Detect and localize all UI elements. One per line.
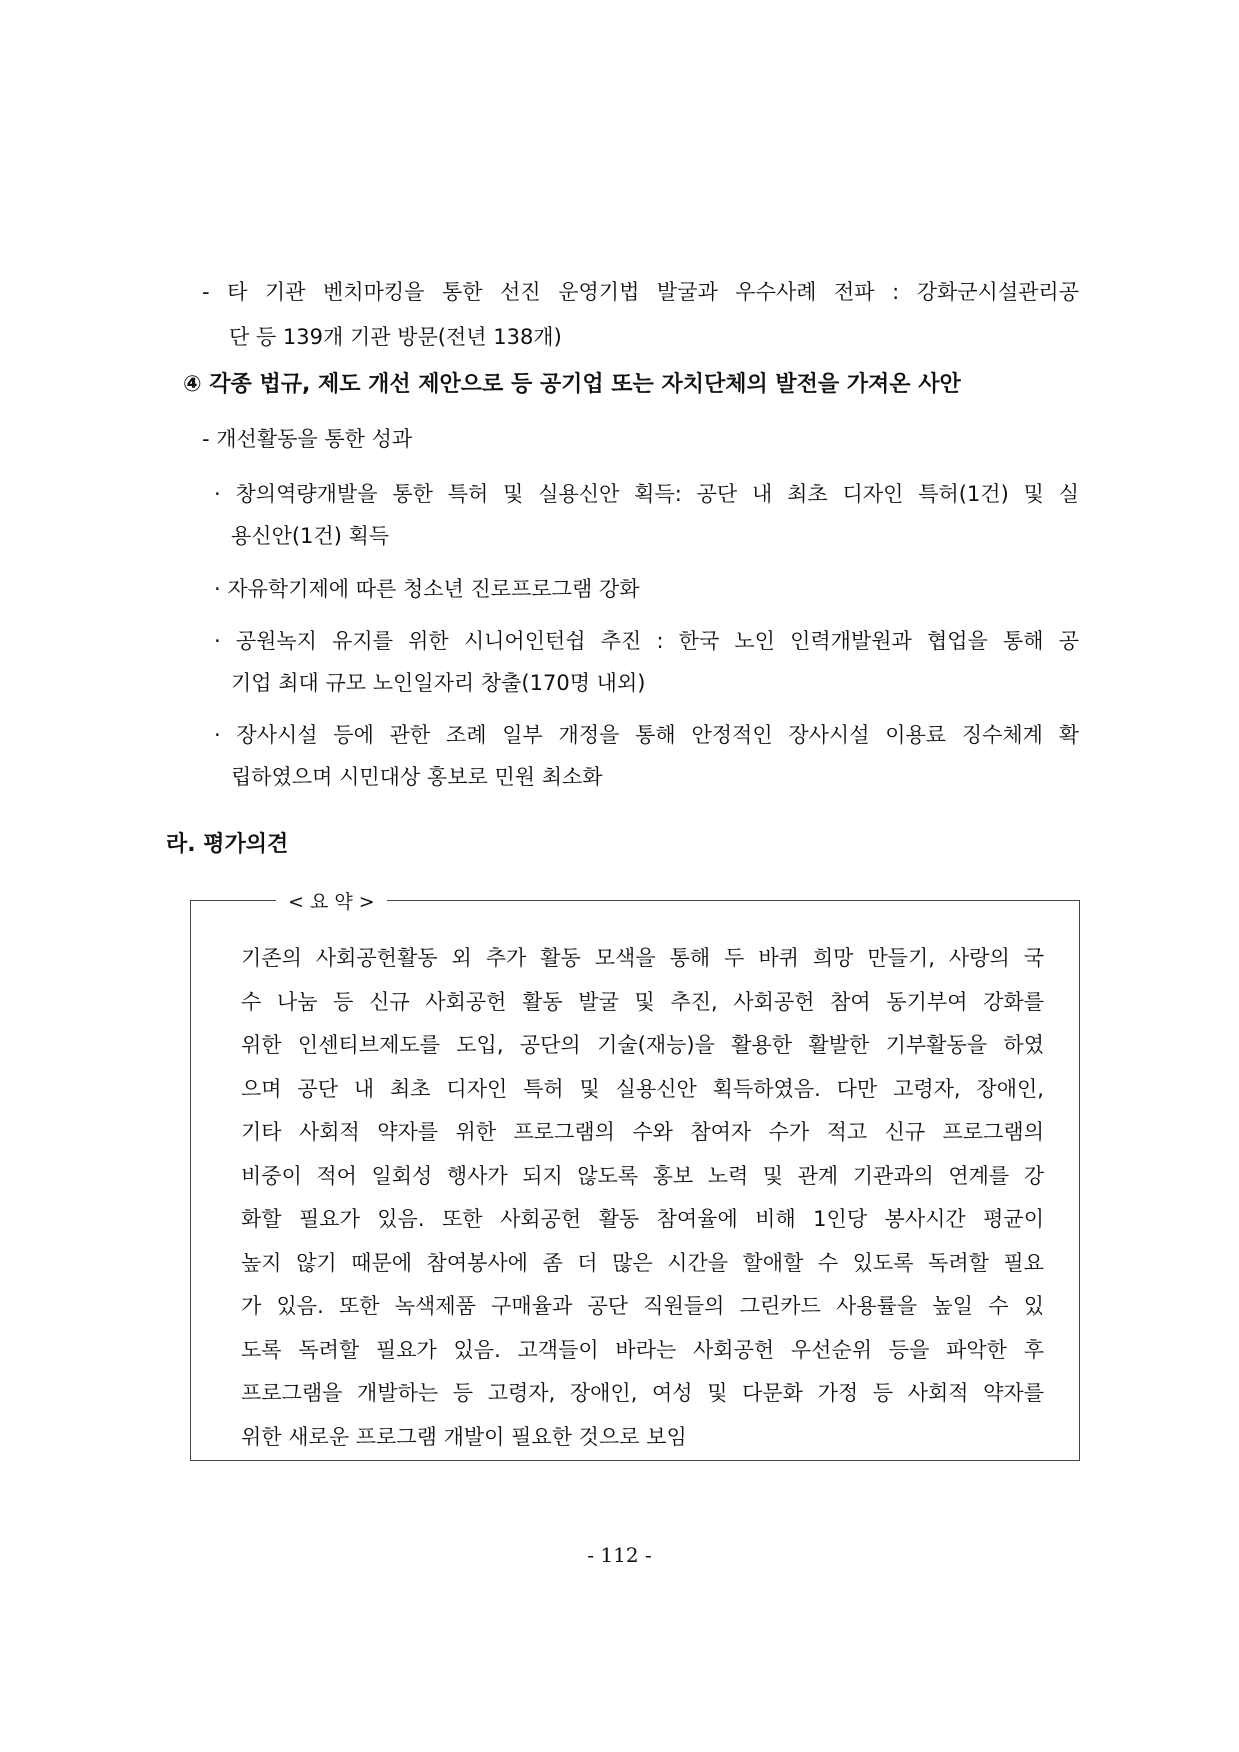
bullet-2-line-1: · 자유학기제에 따른 청소년 진로프로그램 강화 [214, 577, 640, 601]
bullet-4-line-1: · 장사시설 등에 관한 조례 일부 개정을 통해 안정적인 장사시설 이용료 징수체계 확 [214, 723, 1079, 747]
bullet-3-line-1: · 공원녹지 유지를 위한 시니어인턴쉽 추진 : 한국 노인 인력개발원과 협업을 통해 공 [214, 629, 1079, 653]
summary-line: 가 있음. 또한 녹색제품 구매율과 공단 직원들의 그린카드 사용률을 높일 수 있 [241, 1294, 1044, 1318]
bullet-1-line-2: 용신안(1건) 획득 [231, 524, 390, 548]
page-number: - 112 - [587, 1543, 652, 1567]
item4-subheading: - 개선활동을 통한 성과 [202, 427, 413, 451]
summary-line: 기존의 사회공헌활동 외 추가 활동 모색을 통해 두 바퀴 희망 만들기, 사랑의 국 [241, 946, 1044, 970]
bullet-3-line-2: 기업 최대 규모 노인일자리 창출(170명 내외) [231, 671, 646, 695]
summary-line: 수 나눔 등 신규 사회공헌 활동 발굴 및 추진, 사회공헌 참여 동기부여 강화를 [241, 990, 1044, 1014]
bullet-4-line-2: 립하였으며 시민대상 홍보로 민원 최소화 [231, 765, 603, 789]
summary-line: 기타 사회적 약자를 위한 프로그램의 수와 참여자 수가 적고 신규 프로그램의 [241, 1120, 1044, 1144]
bullet-1-line-1: · 창의역량개발을 통한 특허 및 실용신안 획득: 공단 내 최초 디자인 특허(1건) 및 실 [214, 482, 1079, 506]
summary-line: 화할 필요가 있음. 또한 사회공헌 활동 참여율에 비해 1인당 봉사시간 평균이 [241, 1207, 1044, 1231]
item4-heading: ④ 각종 법규, 제도 개선 제안으로 등 공기업 또는 자치단체의 발전을 가져온 사안 [183, 372, 961, 397]
summary-title: < 요 약 > [276, 887, 387, 914]
summary-line: 프로그램을 개발하는 등 고령자, 장애인, 여성 및 다문화 가정 등 사회적 약자를 [241, 1381, 1044, 1405]
summary-line: 도록 독려할 필요가 있음. 고객들이 바라는 사회공헌 우선순위 등을 파악한 후 [241, 1338, 1044, 1362]
summary-line: 위한 인센티브제도를 도입, 공단의 기술(재능)을 활용한 활발한 기부활동을 하였 [241, 1033, 1044, 1057]
section-title: 라. 평가의견 [166, 832, 289, 857]
benchmark-line-2: 단 등 139개 기관 방문(전년 138개) [229, 325, 562, 349]
summary-line: 높지 않기 때문에 참여봉사에 좀 더 많은 시간을 할애할 수 있도록 독려할 필요 [241, 1251, 1044, 1275]
benchmark-line-1: - 타 기관 벤치마킹을 통한 선진 운영기법 발굴과 우수사례 전파 : 강화군시설관리공 [202, 280, 1079, 304]
summary-line: 위한 새로운 프로그램 개발이 필요한 것으로 보임 [241, 1425, 687, 1449]
summary-line: 으며 공단 내 최초 디자인 특허 및 실용신안 획득하였음. 다만 고령자, 장애인, [241, 1077, 1044, 1101]
summary-line: 비중이 적어 일회성 행사가 되지 않도록 홍보 노력 및 관계 기관과의 연계를 강 [241, 1164, 1044, 1188]
